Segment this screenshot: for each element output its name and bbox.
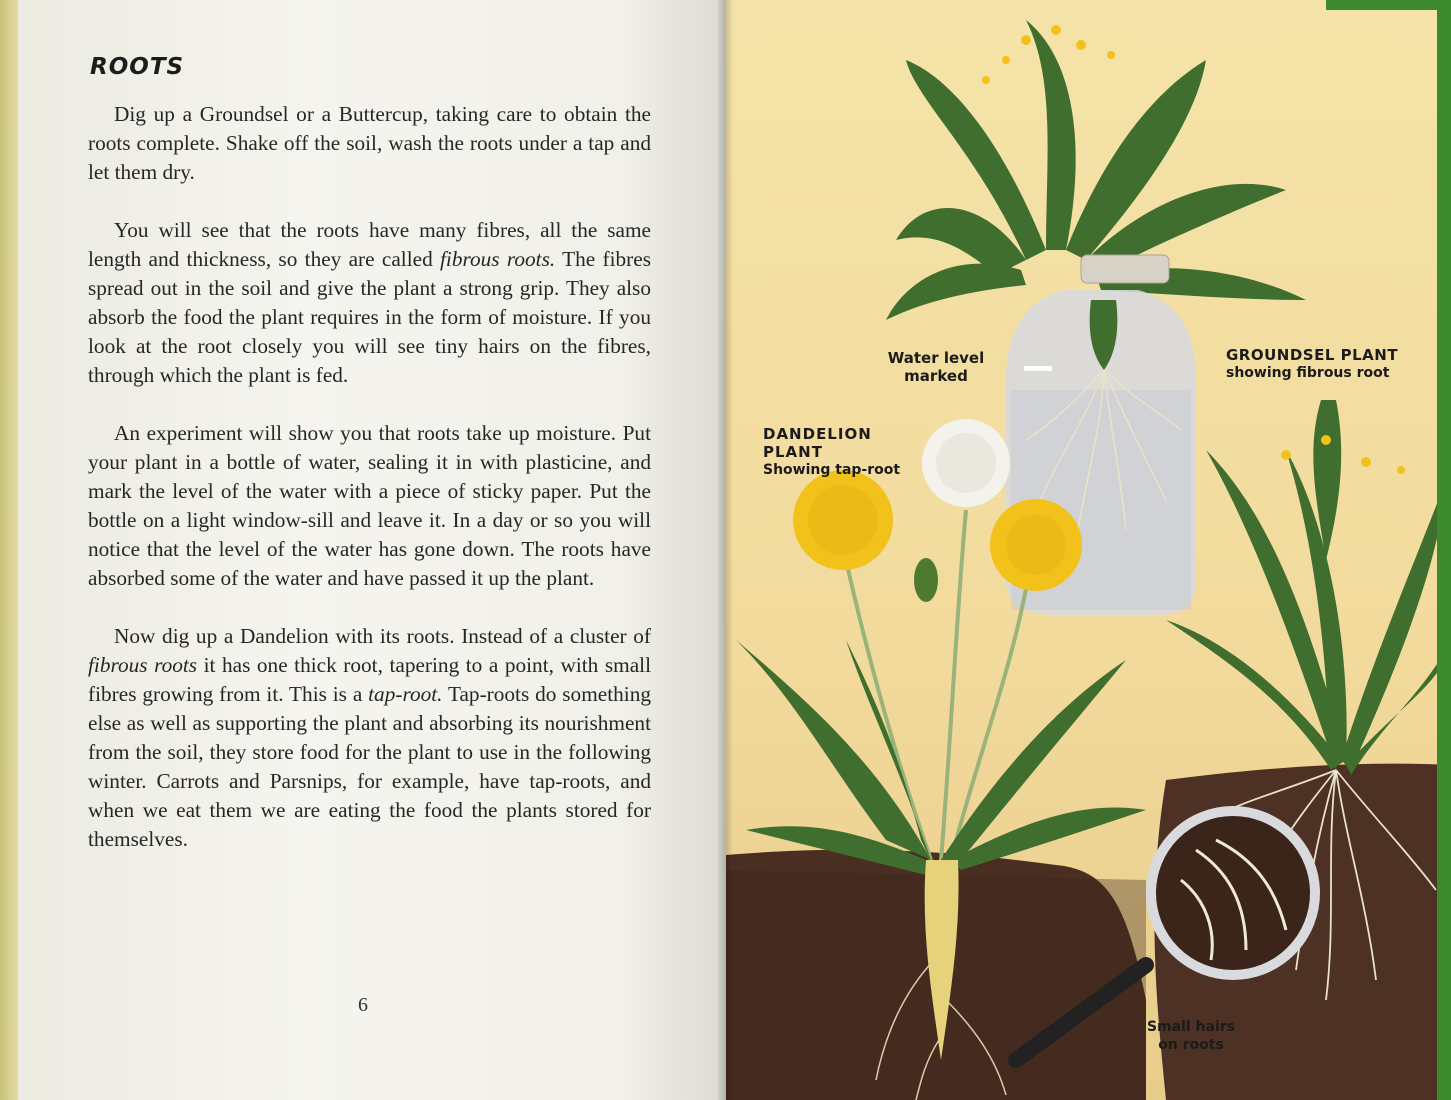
small-hairs-label-line-2: on roots: [1158, 1037, 1224, 1053]
fibrous-roots-term-2: fibrous roots: [88, 653, 198, 677]
paragraph-2: [88, 216, 651, 390]
paragraph-4-text-b: it has one thick root, tapering to a point, with small fibres growing from it. This is a: [88, 653, 651, 706]
paragraph-1-text: Dig up a Groundsel or a Buttercup, taking care to obtain the roots complete. Shake off the soil, wash the roots under a tap and let them dry.: [88, 102, 651, 184]
page-heading: ROOTS: [90, 54, 185, 80]
water-level-label-line-1: Water level: [887, 349, 985, 367]
paragraph-1: [88, 100, 651, 187]
plant-illustration: [726, 0, 1451, 1100]
paragraph-4: [88, 622, 651, 854]
water-level-mark: [1024, 366, 1052, 371]
paragraph-2-text-a: You will see that the roots have many fibres, all the same length and thickness, so they are called: [88, 218, 651, 271]
cover-border-top: [1326, 0, 1451, 10]
cover-border-right: [1437, 0, 1451, 1100]
groundsel-right-buds: [1281, 435, 1405, 474]
right-page-illustration: [726, 0, 1451, 1100]
body-text: [88, 100, 651, 883]
small-hairs-label: [1136, 1018, 1246, 1054]
paragraph-3-text: An experiment will show you that roots take up moisture. Put your plant in a bottle of water, sealing it in with plasticine, and mark the level of the water with a piece of sticky paper. Put the bottle on a light window-sill and leave it. In a day or so you will notice that the level of the water has gone down. The roots have absorbed some of the water and have passed it up the plant.: [88, 421, 651, 590]
dandelion-label-subtitle: Showing tap-root: [763, 462, 901, 478]
paragraph-2-text-b: The fibres spread out in the soil and give the plant a strong grip. They also absorb the food the plant requires in the form of moisture. If you look at the root closely you will see tiny hairs on the fibres, through which the plant is fed.: [88, 247, 651, 387]
groundsel-label-subtitle: showing fibrous root: [1226, 365, 1390, 381]
paragraph-4-text-c: Tap-roots do something else as well as supporting the plant and absorbing its nourishment from the soil, they store food for the plant to use in the following winter. Carrots and Parsnips, for example, have tap-roots, and when we eat them we are eating the food the plants stored for themselves.: [88, 682, 651, 851]
dandelion-label: [763, 425, 900, 479]
groundsel-plant-right: [1166, 400, 1451, 775]
dandelion-label-line-1: DANDELION: [763, 425, 872, 443]
page-number: 6: [358, 994, 368, 1016]
water-level-label-line-2: marked: [904, 367, 968, 385]
book-spine: [718, 0, 732, 1100]
small-hairs-label-line-1: Small hairs: [1146, 1019, 1236, 1035]
water-level-label: [886, 349, 986, 385]
paragraph-3: [88, 419, 651, 593]
groundsel-label: [1226, 346, 1398, 382]
groundsel-label-title: GROUNDSEL PLANT: [1226, 346, 1399, 364]
dandelion-label-line-2: PLANT: [763, 443, 823, 461]
paragraph-4-text-a: Now dig up a Dandelion with its roots. Instead of a cluster of: [114, 624, 651, 648]
fibrous-roots-term: fibrous roots.: [440, 247, 556, 271]
tap-root-term: tap-root.: [368, 682, 443, 706]
